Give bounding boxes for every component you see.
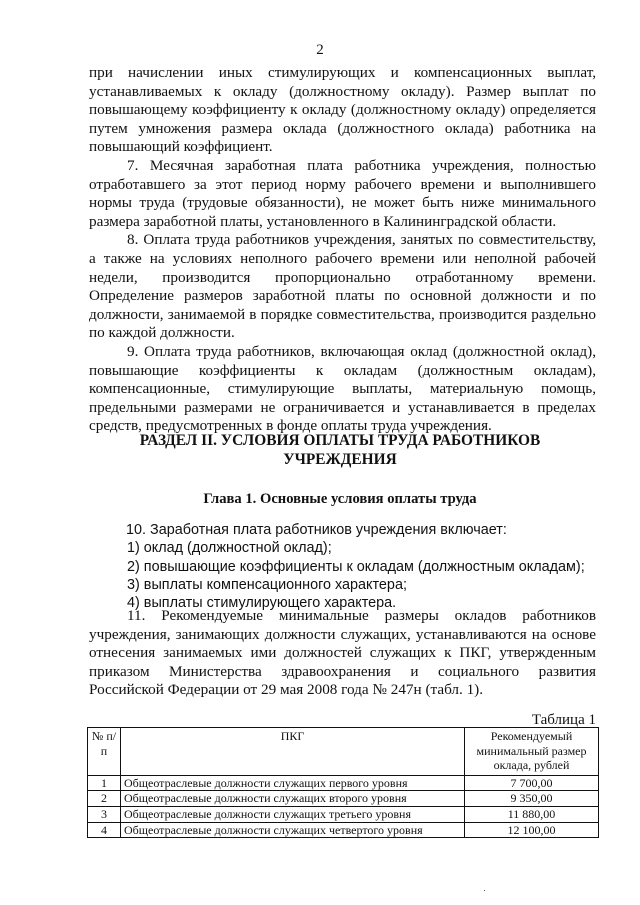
paragraph-continuation: при начислении иных стимулирующих и компенсационных выплат, устанавливаемых к окладу (должностному окладу). Размер выплат по повышающему коэффициенту к окладу (должностному окладу) определяется путем умножения размера оклада (должностного оклада) работника на повышающий коэффициент. [89,64,596,156]
paragraph-8: 8. Оплата труда работников учреждения, занятых по совместительству, а также на условиях неполного рабочего времени или неполной рабочей недели, производится пропорционально отработанному времени. Определение размеров заработной платы по основной должности и по должности, занимаемой в порядке совместительства, производится раздельно по каждой должности. [89,231,596,342]
row-pkg: Общеотраслевые должности служащих третьего уровня [121,806,465,822]
row-number: 3 [88,806,121,822]
table-header-row [88,728,599,776]
table-row [88,791,599,807]
salary-table [87,727,599,838]
row-pkg: Общеотраслевые должности служащих четвертого уровня [121,822,465,838]
paragraph-7: 7. Месячная заработная плата работника учреждения, полностью отработавшего за этот период норму рабочего времени и выполнившего нормы труда (трудовые обязанности), не может быть ниже минимального размера заработной платы, установленного в Калининградской области. [89,156,596,230]
table-row [88,806,599,822]
body-text [89,64,596,436]
table-caption: Таблица 1 [531,712,596,728]
salary-components-list [89,521,596,612]
page-number: 2 [316,42,324,58]
section-title: РАЗДЕЛ II. УСЛОВИЯ ОПЛАТЫ ТРУДА РАБОТНИКОВ УЧРЕЖДЕНИЯ [139,432,541,468]
table-row [88,822,599,838]
row-number: 1 [88,775,121,791]
row-number: 4 [88,822,121,838]
list-item: 4) выплаты стимулирующего характера. [127,595,397,612]
paragraph-11: 11. Рекомендуемые минимальные размеры окладов работников учреждения, занимающих должности служащих, устанавливаются на основе отнесения занимаемых ими должностей служащих к ПКГ, утвержденным приказом Министерства здравоохранения и социального развития Российской Федерации от 29 мая 2008 года № 247н (табл. 1). [89,607,596,699]
header-number: № п/п [88,728,121,776]
paragraph-9: 9. Оплата труда работников, включающая оклад (должностной оклад), повышающие коэффициенты к окладам (должностным окладам), компенсационные, стимулирующие выплаты, материальную помощь, предельными размерами не ограничивается и устанавливается в пределах средств, предусмотренных в фонде оплаты труда учреждения. [89,342,596,435]
scan-speck [484,890,485,891]
chapter-title: Глава 1. Основные условия оплаты труда [203,491,477,507]
list-item: 1) оклад (должностной оклад); [127,540,332,557]
row-salary: 11 880,00 [465,806,599,822]
header-pkg: ПКГ [121,728,465,776]
header-salary: Рекомендуемый минимальный размер оклада, рублей [465,728,599,776]
list-item: 3) выплаты компенсационного характера; [127,576,407,593]
row-salary: 9 350,00 [465,791,599,807]
list-intro: 10. Заработная плата работников учреждения включает: [126,522,507,538]
row-number: 2 [88,791,121,807]
row-pkg: Общеотраслевые должности служащих второго уровня [121,791,465,807]
row-pkg: Общеотраслевые должности служащих первого уровня [121,775,465,791]
row-salary: 12 100,00 [465,822,599,838]
list-item: 2) повышающие коэффициенты к окладам (должностным окладам); [127,558,585,575]
row-salary: 7 700,00 [465,775,599,791]
table-row [88,775,599,791]
